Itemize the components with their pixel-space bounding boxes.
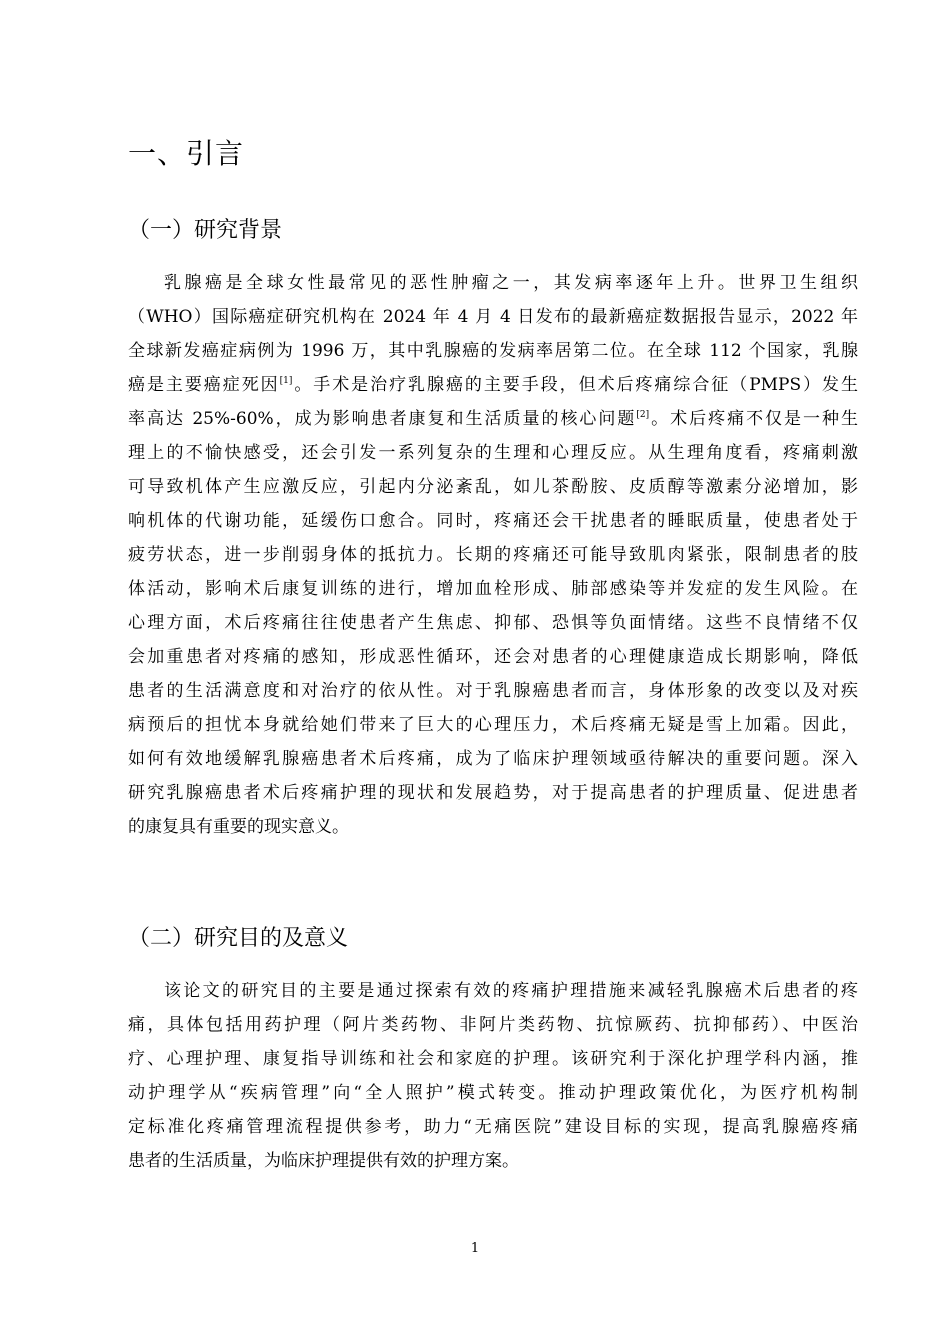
purpose-paragraph [128,974,858,1178]
background-paragraph [128,266,858,844]
paragraph-line: 病预后的担忧本身就给她们带来了巨大的心理压力，术后疼痛无疑是雪上加霜。因此， [128,715,858,735]
page-number: 1 [470,1241,480,1256]
citation-ref: [2] [636,410,650,420]
paragraph-line: 研究乳腺癌患者术后疼痛护理的现状和发展趋势，对于提高患者的护理质量、促进患者 [128,783,858,803]
chapter-heading: 一、引言 [128,137,245,170]
paragraph-line: 疲劳状态，进一步削弱身体的抵抗力。长期的疼痛还可能导致肌肉紧张，限制患者的肢 [128,545,858,565]
paragraph-line: 响机体的代谢功能，延缓伤口愈合。同时，疼痛还会干扰患者的睡眠质量，使患者处于 [128,511,858,531]
paragraph-line: 动护理学从“疾病管理”向“全人照护”模式转变。推动护理政策优化，为医疗机构制 [128,1083,858,1103]
paragraph-line: 理上的不愉快感受，还会引发一系列复杂的生理和心理反应。从生理角度看，疼痛刺激 [128,443,858,463]
paragraph-line: 体活动，影响术后康复训练的进行，增加血栓形成、肺部感染等并发症的发生风险。在 [128,579,858,599]
paragraph-line: 会加重患者对疼痛的感知，形成恶性循环，还会对患者的心理健康造成长期影响，降低 [128,647,858,667]
paragraph-line: 乳腺癌是全球女性最常见的恶性肿瘤之一，其发病率逐年上升。世界卫生组织 [164,273,858,293]
paragraph-line: 心理方面，术后疼痛往往使患者产生焦虑、抑郁、恐惧等负面情绪。这些不良情绪不仅 [128,613,858,633]
paragraph-line: 率高达 25%-60%，成为影响患者康复和生活质量的核心问题[2]。术后疼痛不仅是一种生 [128,409,859,429]
paragraph-line: 该论文的研究目的主要是通过探索有效的疼痛护理措施来减轻乳腺癌术后患者的疼 [164,981,858,1001]
paragraph-line: 患者的生活满意度和对治疗的依从性。对于乳腺癌患者而言，身体形象的改变以及对疾 [128,681,858,701]
paragraph-line: 可导致机体产生应激反应，引起内分泌紊乱，如儿茶酚胺、皮质醇等激素分泌增加，影 [128,477,858,497]
paragraph-line: 定标准化疼痛管理流程提供参考，助力“无痛医院”建设目标的实现，提高乳腺癌疼痛 [128,1117,858,1137]
section-heading-background: （一）研究背景 [128,218,283,243]
paragraph-line: 的康复具有重要的现实意义。 [128,817,349,837]
paragraph-line: 如何有效地缓解乳腺癌患者术后疼痛，成为了临床护理领域亟待解决的重要问题。深入 [128,749,858,769]
paragraph-line: （WHO）国际癌症研究机构在 2024 年 4 月 4 日发布的最新癌症数据报告显示，2022 年 [128,307,858,327]
paragraph-line: 患者的生活质量，为临床护理提供有效的护理方案。 [128,1151,519,1171]
paragraph-line: 疗、心理护理、康复指导训练和社会和家庭的护理。该研究利于深化护理学科内涵，推 [128,1049,858,1069]
paragraph-line: 全球新发癌症病例为 1996 万，其中乳腺癌的发病率居第二位。在全球 112 个国家，乳腺 [128,341,858,361]
paragraph-line: 癌是主要癌症死因[1]。手术是治疗乳腺癌的主要手段，但术后疼痛综合征（PMPS）发生 [128,375,858,395]
paragraph-line: 痛，具体包括用药护理（阿片类药物、非阿片类药物、抗惊厥药、抗抑郁药）、中医治 [128,1015,858,1035]
section-heading-purpose: （二）研究目的及意义 [128,926,349,951]
citation-ref: [1] [279,376,293,386]
